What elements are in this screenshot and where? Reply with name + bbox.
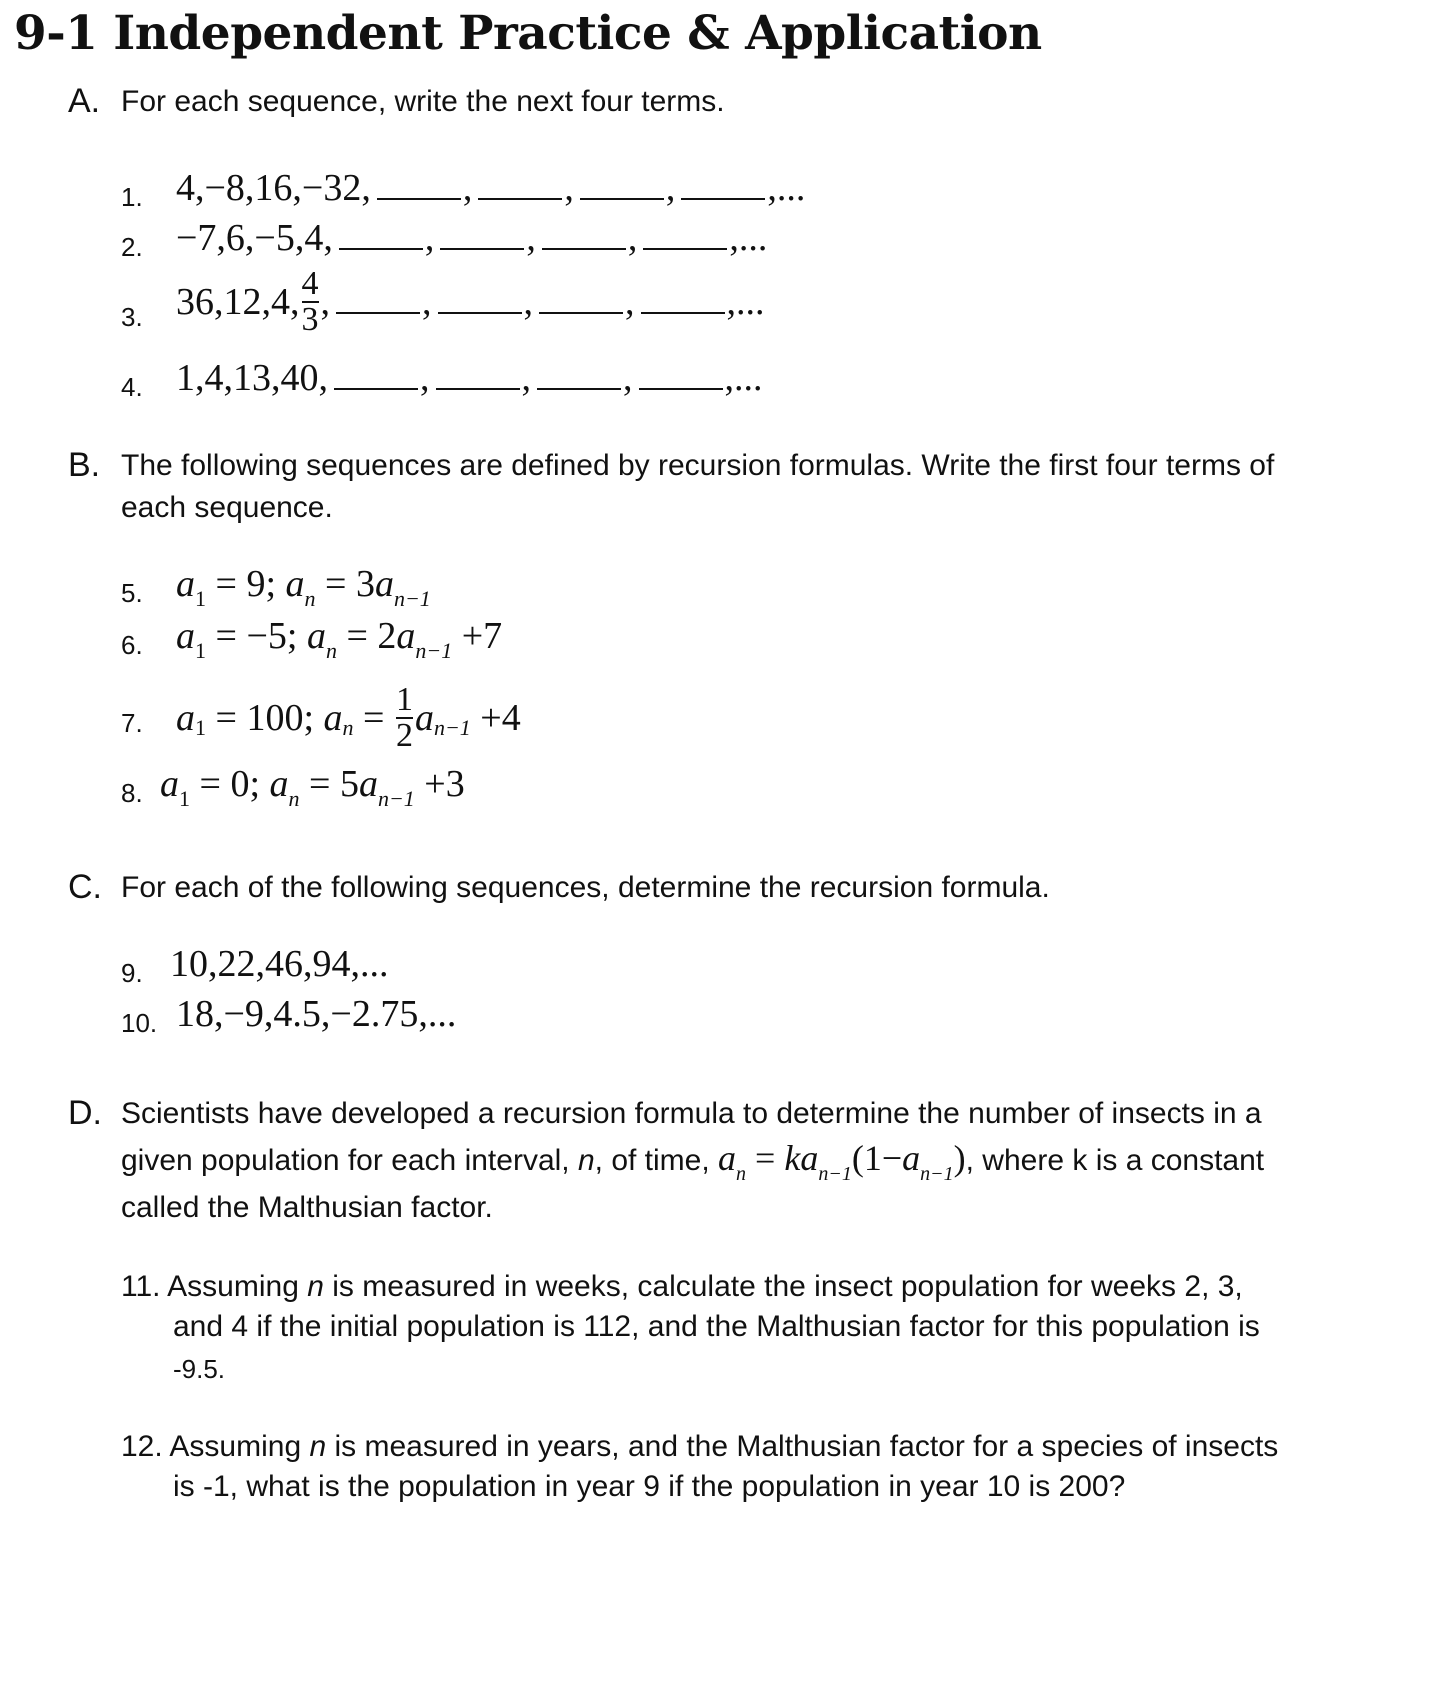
subscript: n−1 xyxy=(415,638,453,663)
subscript: 1 xyxy=(195,638,206,663)
subscript: n−1 xyxy=(393,586,431,611)
answer-blank[interactable] xyxy=(377,197,461,200)
item-3-fraction xyxy=(300,267,321,337)
item-6-formula: $a_1 = -5$; $a_n = 2a_{n-1} +7$ xyxy=(176,615,503,663)
subscript: n xyxy=(304,586,316,611)
section-d-line2 xyxy=(121,1136,1264,1186)
item-12 xyxy=(121,1426,1278,1468)
fraction-numerator: 4 xyxy=(301,265,319,302)
answer-blank[interactable] xyxy=(539,311,623,314)
item-11-number: 11. xyxy=(121,1270,161,1303)
var-a: a xyxy=(176,615,195,657)
subscript: 1 xyxy=(195,715,206,740)
item-7-number: 7. xyxy=(121,708,143,738)
var-a: a xyxy=(176,563,195,605)
answer-blank[interactable] xyxy=(438,311,522,314)
item-8-constant: +3 xyxy=(424,763,465,805)
item-10-number: 10. xyxy=(121,1008,158,1038)
section-d-line2-start: given population for each interval, xyxy=(121,1144,570,1177)
item-6-initial: −5 xyxy=(246,615,287,657)
item-1-ellipsis: ,... xyxy=(767,167,806,209)
var-a: a xyxy=(160,763,179,805)
subscript: n xyxy=(342,715,354,740)
item-7-fraction xyxy=(394,683,415,753)
answer-blank[interactable] xyxy=(436,387,520,390)
formula-paren: (1− xyxy=(851,1138,903,1178)
section-d-line2-end: , where k is a constant xyxy=(965,1144,1265,1177)
malthusian-formula: $a_n = ka_{n-1}(1-a_{n-1})$ xyxy=(718,1138,966,1185)
item-11-line1: is measured in weeks, calculate the insect population for weeks 2, 3, xyxy=(332,1270,1243,1303)
item-4-number: 4. xyxy=(121,372,143,402)
answer-blank[interactable] xyxy=(643,247,727,250)
section-b-instructions-line2: each sequence. xyxy=(121,491,333,524)
section-d-line2-mid: , of time, xyxy=(594,1144,710,1177)
subscript: n xyxy=(288,786,300,811)
answer-blank[interactable] xyxy=(336,311,420,314)
var-a: a xyxy=(323,697,343,739)
subscript: 1 xyxy=(195,586,206,611)
fraction-denominator: 3 xyxy=(301,301,319,338)
item-3-terms: 36,12,4, xyxy=(176,281,300,323)
var-a: a xyxy=(396,615,416,657)
section-d-line3: called the Malthusian factor. xyxy=(121,1191,493,1224)
item-7-formula: a 1 = 100 ; a n = $\frac{1}{2}$ a n−1 +4 xyxy=(176,681,521,754)
item-7-constant: +4 xyxy=(480,697,521,739)
var-n: n xyxy=(309,1430,327,1463)
var-a: a xyxy=(902,1138,921,1178)
subscript: n xyxy=(325,638,337,663)
item-2-sequence: −7,6,−5,4, , , , ,... xyxy=(176,217,768,259)
item-3-sequence: 36,12,4, $\frac{4}{3}$ , , , , ,... xyxy=(176,265,765,338)
item-4-ellipsis: ,... xyxy=(724,357,763,399)
var-a: a xyxy=(269,763,289,805)
item-4-terms: 1,4,13,40, xyxy=(176,357,328,399)
var-a: a xyxy=(306,615,326,657)
fraction-numerator: 1 xyxy=(395,681,413,718)
subscript: n−1 xyxy=(818,1163,852,1185)
item-10-sequence: 18,−9,4.5,−2.75,... xyxy=(176,993,457,1035)
item-5-coefficient: 3 xyxy=(355,563,375,605)
item-7-initial: 100 xyxy=(246,697,304,739)
answer-blank[interactable] xyxy=(334,387,418,390)
var-a: a xyxy=(285,563,305,605)
item-6-constant: +7 xyxy=(461,615,503,657)
section-c-instructions: For each of the following sequences, determine the recursion formula. xyxy=(121,871,1050,904)
var-a: a xyxy=(718,1138,737,1178)
answer-blank[interactable] xyxy=(580,197,664,200)
item-6-coefficient: 2 xyxy=(377,615,397,657)
section-b-letter: B. xyxy=(68,446,101,484)
var-n: n xyxy=(577,1144,595,1177)
answer-blank[interactable] xyxy=(542,247,626,250)
item-1-number: 1. xyxy=(121,182,143,212)
subscript: n xyxy=(736,1163,747,1185)
answer-blank[interactable] xyxy=(440,247,524,250)
item-8-initial: 0 xyxy=(230,763,250,805)
subscript: n−1 xyxy=(377,786,415,811)
section-b-instructions-line1: The following sequences are defined by recursion formulas. Write the first four terms of xyxy=(121,449,1275,482)
section-a-letter: A. xyxy=(68,82,101,120)
var-a: a xyxy=(374,563,394,605)
section-a-instructions: For each sequence, write the next four terms. xyxy=(121,85,725,118)
answer-blank[interactable] xyxy=(339,247,423,250)
item-2-ellipsis: ,... xyxy=(729,217,768,259)
fraction-denominator: 2 xyxy=(395,717,413,754)
var-a: a xyxy=(414,697,434,739)
item-9-number: 9. xyxy=(121,958,143,988)
item-12-number: 12. xyxy=(121,1430,163,1463)
var-n: n xyxy=(307,1270,324,1303)
item-4-sequence: 1,4,13,40, , , , ,... xyxy=(176,357,763,399)
answer-blank[interactable] xyxy=(641,311,725,314)
item-11 xyxy=(121,1266,1243,1308)
item-3-number: 3. xyxy=(121,302,143,332)
item-8-coefficient: 5 xyxy=(339,763,359,805)
item-8-formula: $a_1 = 0$; $a_n = 5a_{n-1} +3$ xyxy=(160,763,465,811)
item-11-line2: and 4 if the initial population is 112, and the Malthusian factor for this population is xyxy=(173,1310,1260,1343)
item-2-terms: −7,6,−5,4, xyxy=(176,217,333,259)
formula-close: ) xyxy=(953,1138,966,1178)
answer-blank[interactable] xyxy=(537,387,621,390)
item-9-sequence: 10,22,46,94,... xyxy=(170,943,389,985)
var-a: a xyxy=(176,697,195,739)
item-11-line3: -9.5. xyxy=(173,1354,226,1384)
var-ka: ka xyxy=(784,1138,819,1178)
answer-blank[interactable] xyxy=(681,197,765,200)
item-11-pre: Assuming xyxy=(167,1270,299,1303)
var-a: a xyxy=(358,763,378,805)
subscript: n−1 xyxy=(920,1163,954,1185)
section-c-letter: C. xyxy=(68,868,102,906)
item-8-number: 8. xyxy=(121,778,143,808)
subscript: 1 xyxy=(179,786,190,811)
item-1-sequence: 4,−8,16,−32, , , , ,... xyxy=(176,167,806,209)
item-5-formula: $a_1 = 9$; $a_n = 3a_{n-1}$ xyxy=(176,563,431,611)
item-1-terms: 4,−8,16,−32, xyxy=(176,167,371,209)
item-12-line1: is measured in years, and the Malthusian factor for a species of insects xyxy=(334,1430,1279,1463)
item-5-number: 5. xyxy=(121,578,143,608)
item-2-number: 2. xyxy=(121,232,143,262)
item-12-line2: is -1, what is the population in year 9 if the population in year 10 is 200? xyxy=(173,1470,1126,1503)
answer-blank[interactable] xyxy=(478,197,562,200)
item-5-initial: 9 xyxy=(246,563,266,605)
answer-blank[interactable] xyxy=(639,387,723,390)
section-d-line1: Scientists have developed a recursion formula to determine the number of insects in a xyxy=(121,1097,1262,1130)
section-d-letter: D. xyxy=(68,1094,102,1132)
item-3-ellipsis: ,... xyxy=(726,281,765,323)
item-12-pre: Assuming xyxy=(169,1430,302,1463)
subscript: n−1 xyxy=(433,715,471,740)
item-6-number: 6. xyxy=(121,630,143,660)
page-title: 9-1 Independent Practice & Application xyxy=(14,6,1042,61)
